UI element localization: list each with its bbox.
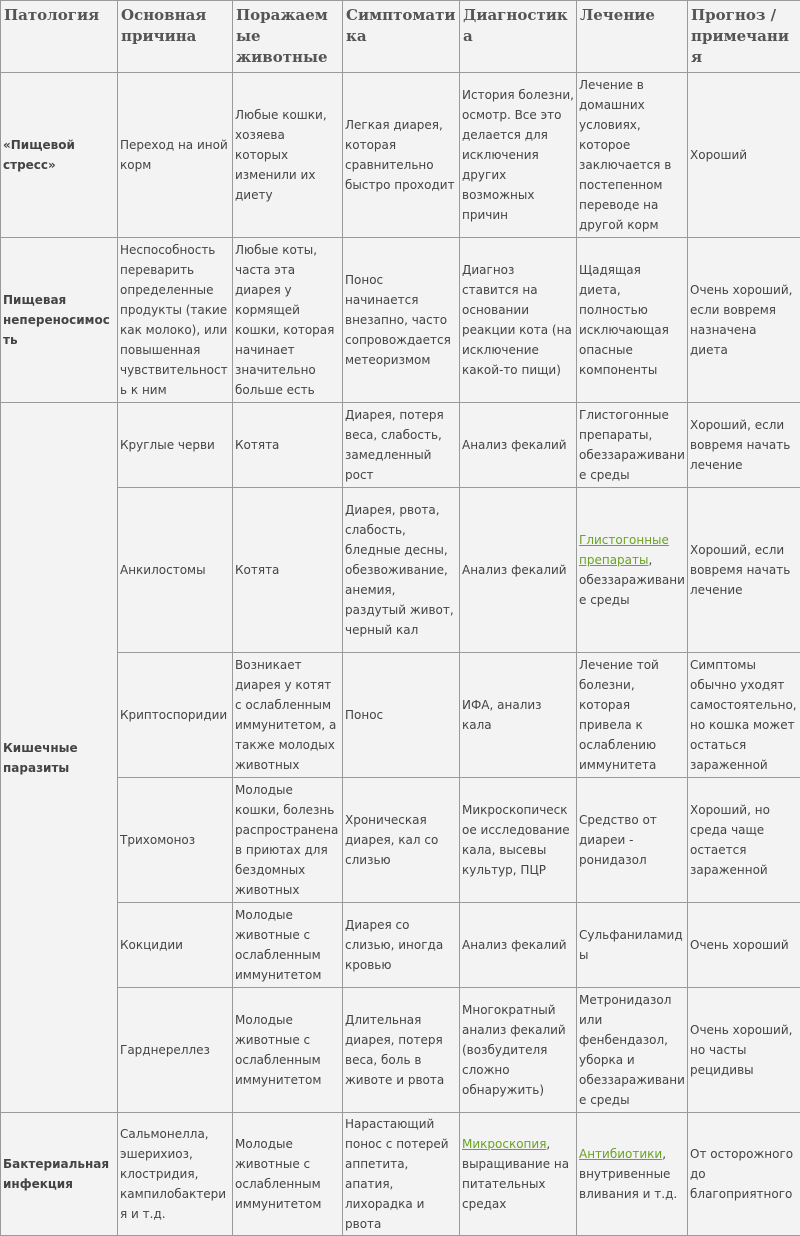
diagnostics-text: , выращивание на питательных средах: [462, 1137, 569, 1211]
dewormers-link[interactable]: Глистогонные препараты: [579, 533, 669, 567]
diagnostics-cell: Диагноз ставится на основании реакции кота (на исключение какой-то пищи): [460, 238, 577, 403]
animals-cell: Любые кошки, хозяева которых изменили их диету: [233, 73, 343, 238]
table-row: [1, 903, 800, 988]
symptoms-cell: Легкая диарея, которая сравнительно быстро проходит: [343, 73, 460, 238]
treatment-cell: Сульфаниламиды: [577, 903, 688, 988]
animals-cell: Молодые животные с ослабленным иммунитетом: [233, 903, 343, 988]
diagnostics-cell: История болезни, осмотр. Все это делается для исключения других возможных причин: [460, 73, 577, 238]
animals-cell: Котята: [233, 488, 343, 653]
header-treatment: Лечение: [577, 1, 688, 73]
animals-cell: Молодые кошки, болезнь распространена в приютах для бездомных животных: [233, 778, 343, 903]
treatment-text: , внутривенные вливания и т.д.: [579, 1147, 677, 1201]
diagnostics-cell: ИФА, анализ кала: [460, 653, 577, 778]
cause-cell: Трихомоноз: [118, 778, 233, 903]
treatment-cell: Средство от диареи - ронидазол: [577, 778, 688, 903]
pathology-cell: Бактериальная инфекция: [1, 1113, 118, 1236]
cause-cell: Кокцидии: [118, 903, 233, 988]
pathology-cell: Пищевая непереносимость: [1, 238, 118, 403]
table-row: [1, 488, 800, 653]
diagnostics-cell: Анализ фекалий: [460, 903, 577, 988]
animals-cell: Котята: [233, 403, 343, 488]
table-row: [1, 73, 800, 238]
cause-cell: Переход на иной корм: [118, 73, 233, 238]
diagnostics-cell: Микроскопическое исследование кала, высевы культур, ПЦР: [460, 778, 577, 903]
cause-cell: Гарднереллез: [118, 988, 233, 1113]
symptoms-cell: Понос начинается внезапно, часто сопровождается метеоризмом: [343, 238, 460, 403]
prognosis-cell: Очень хороший: [688, 903, 800, 988]
antibiotics-link[interactable]: Антибиотики: [579, 1147, 662, 1161]
header-row: [1, 1, 800, 73]
diagnostics-cell: Анализ фекалий: [460, 403, 577, 488]
pathology-cell-parasites: Кишечные паразиты: [1, 403, 118, 1113]
prognosis-cell: От осторожного до благоприятного: [688, 1113, 800, 1236]
header-pathology: Патология: [1, 1, 118, 73]
treatment-cell: Щадящая диета, полностью исключающая опасные компоненты: [577, 238, 688, 403]
cause-cell: Неспособность переварить определенные продукты (такие как молоко), или повышенная чувствительность к ним: [118, 238, 233, 403]
pathology-cell: «Пищевой стресс»: [1, 73, 118, 238]
table-row: [1, 1113, 800, 1236]
cause-cell: Анкилостомы: [118, 488, 233, 653]
header-diagnostics: Диагностика: [460, 1, 577, 73]
symptoms-cell: Диарея, потеря веса, слабость, замедленный рост: [343, 403, 460, 488]
cause-cell: Круглые черви: [118, 403, 233, 488]
table-row: [1, 778, 800, 903]
symptoms-cell: Длительная диарея, потеря веса, боль в животе и рвота: [343, 988, 460, 1113]
prognosis-cell: Хороший, если вовремя начать лечение: [688, 403, 800, 488]
cause-cell: Сальмонелла, эшерихиоз, клостридия, кампилобактерия и т.д.: [118, 1113, 233, 1236]
symptoms-cell: Хроническая диарея, кал со слизью: [343, 778, 460, 903]
diagnostics-cell: [460, 1113, 577, 1236]
treatment-cell: [577, 1113, 688, 1236]
diagnostics-cell: Многократный анализ фекалий (возбудителя сложно обнаружить): [460, 988, 577, 1113]
table-row: [1, 653, 800, 778]
prognosis-cell: Хороший, но среда чаще остается зараженной: [688, 778, 800, 903]
microscopy-link[interactable]: Микроскопия: [462, 1137, 546, 1151]
cause-cell: Криптоспоридии: [118, 653, 233, 778]
prognosis-cell: Хороший: [688, 73, 800, 238]
table-row: [1, 238, 800, 403]
treatment-cell: [577, 488, 688, 653]
animals-cell: Возникает диарея у котят с ослабленным иммунитетом, а также молодых животных: [233, 653, 343, 778]
treatment-cell: Глистогонные препараты, обеззараживание среды: [577, 403, 688, 488]
table-row: [1, 403, 800, 488]
prognosis-cell: Хороший, если вовремя начать лечение: [688, 488, 800, 653]
animals-cell: Любые коты, часта эта диарея у кормящей кошки, которая начинает значительно больше есть: [233, 238, 343, 403]
symptoms-cell: Понос: [343, 653, 460, 778]
header-symptoms: Симптоматика: [343, 1, 460, 73]
table-row: [1, 988, 800, 1113]
header-animals: Поражаемые животные: [233, 1, 343, 73]
treatment-cell: Лечение той болезни, которая привела к ослаблению иммунитета: [577, 653, 688, 778]
symptoms-cell: Диарея, рвота, слабость, бледные десны, обезвоживание, анемия, раздутый живот, черный кал: [343, 488, 460, 653]
treatment-cell: Метронидазол или фенбендазол, уборка и обеззараживание среды: [577, 988, 688, 1113]
header-prognosis: Прогноз / примечания: [688, 1, 800, 73]
prognosis-cell: Симптомы обычно уходят самостоятельно, но кошка может остаться зараженной: [688, 653, 800, 778]
header-cause: Основная причина: [118, 1, 233, 73]
animals-cell: Молодые животные с ослабленным иммунитетом: [233, 988, 343, 1113]
prognosis-cell: Очень хороший, если вовремя назначена диета: [688, 238, 800, 403]
treatment-cell: Лечение в домашних условиях, которое заключается в постепенном переводе на другой корм: [577, 73, 688, 238]
treatment-text: , обеззараживание среды: [579, 553, 685, 607]
symptoms-cell: Нарастающий понос с потерей аппетита, апатия, лихорадка и рвота: [343, 1113, 460, 1236]
prognosis-cell: Очень хороший, но часты рецидивы: [688, 988, 800, 1113]
symptoms-cell: Диарея со слизью, иногда кровью: [343, 903, 460, 988]
diagnostics-cell: Анализ фекалий: [460, 488, 577, 653]
animals-cell: Молодые животные с ослабленным иммунитетом: [233, 1113, 343, 1236]
